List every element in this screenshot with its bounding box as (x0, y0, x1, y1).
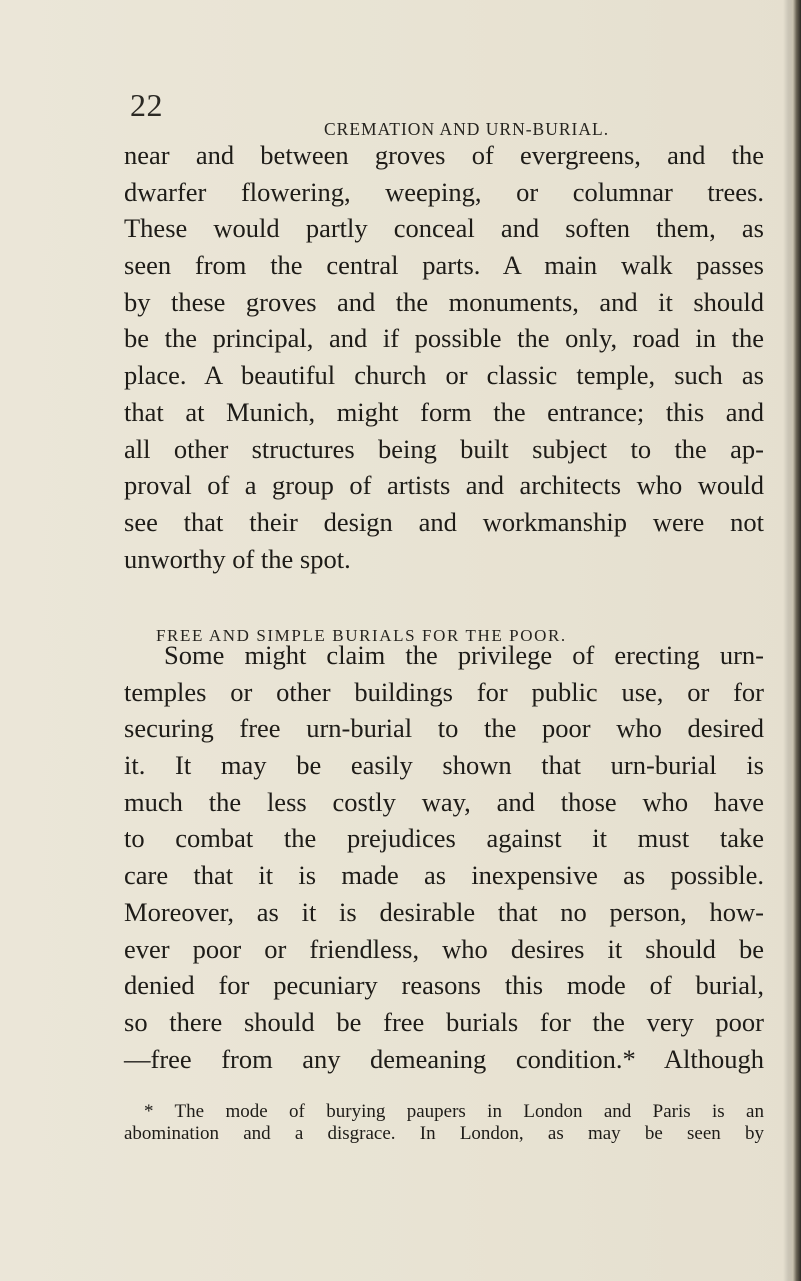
text-line: dwarfer flowering, weeping, or columnar trees. (124, 176, 764, 207)
paragraph-2 (124, 637, 764, 1077)
text-line: it. It may be easily shown that urn-burial is (124, 750, 764, 781)
text-line: see that their design and workmanship were not (124, 506, 764, 537)
text-line: ever poor or friendless, who desires it should be (124, 933, 764, 964)
text-line: These would partly conceal and soften them, as (124, 213, 764, 244)
text-line: denied for pecuniary reasons this mode of burial, (124, 970, 764, 1001)
page-number: 22 (130, 87, 163, 123)
text-line: near and between groves of evergreens, and the (124, 140, 764, 170)
text-line: proval of a group of artists and architects who would (124, 470, 764, 501)
text-line: place. A beautiful church or classic temple, such as (124, 360, 764, 391)
text-line: care that it is made as inexpensive as possible. (124, 860, 764, 891)
text-line: that at Munich, might form the entrance; this and (124, 396, 764, 427)
text-line: all other structures being built subject to the ap- (124, 433, 764, 464)
footnote-line: abomination and a disgrace. In London, as may be seen by (124, 1123, 764, 1144)
text-line: so there should be free burials for the very poor (124, 1006, 764, 1037)
footnote-line: * The mode of burying paupers in London and Paris is an (144, 1101, 764, 1122)
text-line: Some might claim the privilege of erecting urn- (164, 640, 764, 670)
text-line: securing free urn-burial to the poor who desired (124, 713, 764, 744)
text-line: —free from any demeaning condition.* Although (124, 1043, 764, 1074)
text-line: be the principal, and if possible the only, road in the (124, 323, 764, 354)
text-line: unworthy of the spot. (124, 543, 351, 574)
text-line: seen from the central parts. A main walk passes (124, 250, 764, 281)
running-head: CREMATION AND URN-BURIAL. (324, 119, 610, 139)
page-edge-shadow (783, 0, 801, 1281)
section-subheading: FREE AND SIMPLE BURIALS FOR THE POOR. (156, 626, 567, 645)
text-line: by these groves and the monuments, and it should (124, 286, 764, 317)
text-line: Moreover, as it is desirable that no person, how- (124, 896, 764, 927)
text-line: much the less costly way, and those who have (124, 786, 764, 817)
footnote (124, 1101, 764, 1145)
text-line: to combat the prejudices against it must take (124, 823, 764, 854)
text-line: temples or other buildings for public use, or for (124, 676, 764, 707)
paragraph-1 (124, 137, 764, 577)
